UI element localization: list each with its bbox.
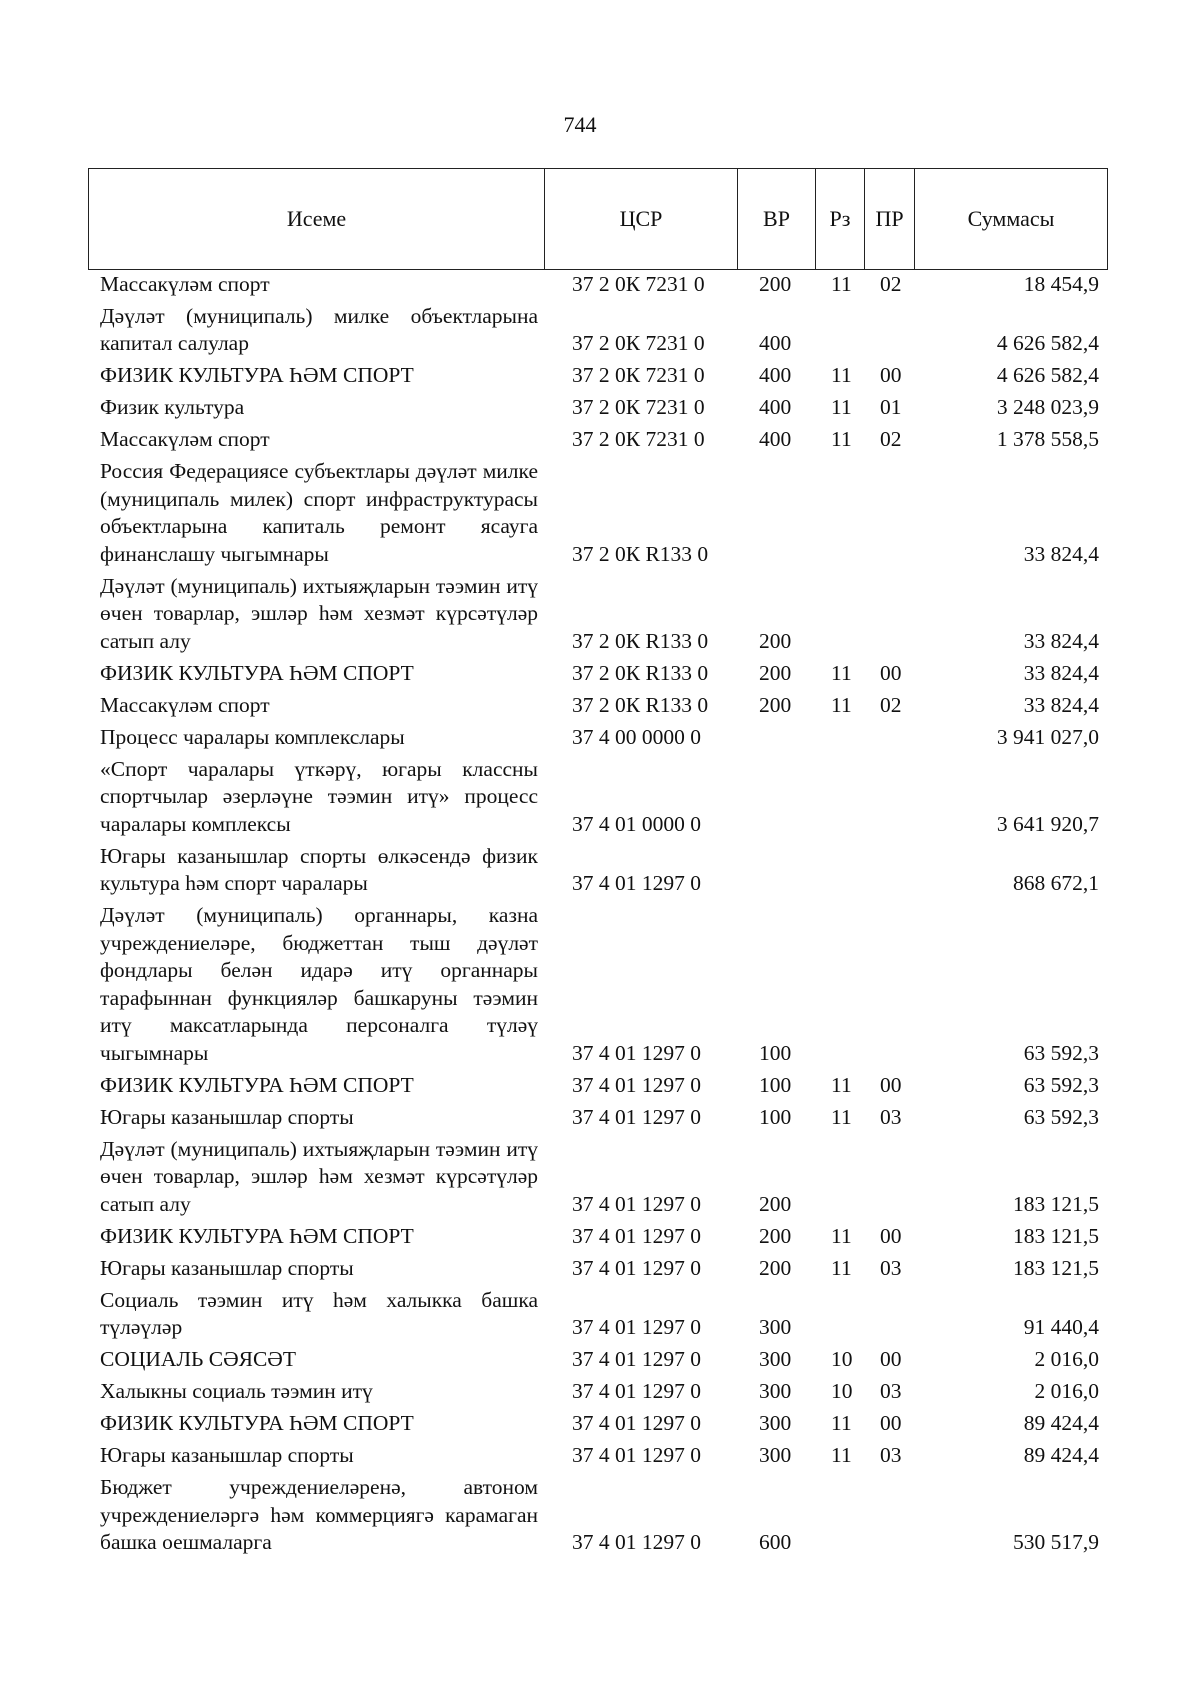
row-csr: 37 4 01 1297 0 [572, 1255, 701, 1280]
row-rz [815, 456, 864, 571]
row-sum: 868 672,1 [1013, 871, 1099, 895]
row-vr: 300 [759, 1379, 792, 1403]
row-vr [737, 456, 815, 571]
table-row [88, 1101, 1107, 1133]
table-row [88, 1252, 1107, 1284]
row-name: Массакүләм спорт [100, 427, 270, 451]
row-rz: 11 [831, 1411, 852, 1435]
row-sum: 33 824,4 [1023, 692, 1099, 717]
row-pr: 02 [880, 271, 902, 296]
table-row [88, 268, 1107, 300]
row-vr: 400 [759, 427, 792, 451]
table-row [88, 570, 1107, 657]
row-pr: 03 [880, 1379, 902, 1403]
table-row [88, 300, 1107, 360]
table-row [88, 1376, 1107, 1408]
table-row [88, 1408, 1107, 1440]
row-rz: 11 [831, 1223, 852, 1248]
row-pr [864, 753, 914, 840]
row-sum: 89 424,4 [1023, 1411, 1099, 1435]
row-pr: 02 [880, 427, 902, 451]
row-name: Массакүләм спорт [100, 271, 270, 296]
row-name: Дәүләт (муниципаль) милке объектларына капитал салулар [100, 303, 538, 355]
row-rz: 11 [831, 395, 852, 419]
row-rz [815, 900, 864, 1070]
row-pr: 03 [880, 1443, 902, 1467]
row-rz [815, 721, 864, 753]
row-vr: 300 [759, 1347, 792, 1371]
row-vr: 200 [759, 271, 792, 296]
table-row [88, 1472, 1107, 1559]
row-name: Дәүләт (муниципаль) ихтыяҗларын тәэмин итү өчен товарлар, эшләр һәм хезмәт күрсәтүләр сатып алу [100, 573, 538, 653]
row-sum: 3 641 920,7 [996, 811, 1099, 836]
row-vr: 200 [759, 660, 792, 685]
row-sum: 4 626 582,4 [996, 331, 1099, 355]
row-name: ФИЗИК КУЛЬТУРА ҺӘМ СПОРТ [100, 1223, 414, 1248]
row-csr: 37 2 0К R133 0 [572, 628, 709, 653]
row-name: Социаль тәэмин итү һәм халыкка башка түләүләр [100, 1287, 538, 1339]
row-sum: 183 121,5 [1013, 1223, 1099, 1248]
column-header-vr: ВР [738, 169, 816, 270]
row-csr: 37 4 01 1297 0 [572, 1347, 701, 1371]
column-header-sum: Суммасы [915, 169, 1108, 270]
row-pr [864, 570, 914, 657]
row-csr: 37 4 01 1297 0 [572, 1443, 701, 1467]
table-row [88, 1220, 1107, 1252]
table-row [88, 1133, 1107, 1220]
row-sum: 63 592,3 [1023, 1072, 1099, 1097]
row-sum: 1 378 558,5 [996, 427, 1099, 451]
row-pr: 00 [880, 1347, 902, 1371]
page-number: 744 [563, 112, 597, 137]
row-csr: 37 4 01 1297 0 [572, 1530, 701, 1554]
row-csr: 37 2 0К 7231 0 [572, 395, 705, 419]
row-vr: 200 [759, 1191, 792, 1216]
row-pr [864, 1133, 914, 1220]
row-csr: 37 4 00 0000 0 [572, 724, 701, 749]
row-vr: 300 [759, 1315, 792, 1339]
row-pr: 00 [880, 1411, 902, 1435]
row-pr: 03 [880, 1255, 902, 1280]
row-pr [864, 300, 914, 360]
table-row [88, 424, 1107, 456]
row-csr: 37 2 0К R133 0 [572, 660, 709, 685]
row-vr: 200 [759, 628, 792, 653]
row-rz [815, 753, 864, 840]
row-name: Халыкны социаль тәэмин итү [100, 1379, 373, 1403]
column-header-name: Исеме [89, 169, 545, 270]
row-name: Массакүләм спорт [100, 692, 270, 717]
row-sum: 2 016,0 [1034, 1347, 1099, 1371]
row-sum: 4 626 582,4 [996, 363, 1099, 387]
row-rz: 11 [831, 692, 852, 717]
row-rz: 11 [831, 1255, 852, 1280]
table-row [88, 392, 1107, 424]
table-row [88, 840, 1107, 900]
row-pr [864, 456, 914, 571]
table-row [88, 753, 1107, 840]
row-rz: 11 [831, 363, 852, 387]
column-header-pr: ПР [865, 169, 915, 270]
row-pr: 00 [880, 1072, 902, 1097]
row-csr: 37 2 0К 7231 0 [572, 427, 705, 451]
row-sum: 33 824,4 [1023, 541, 1099, 566]
row-pr: 00 [880, 1223, 902, 1248]
row-vr: 100 [759, 1072, 792, 1097]
row-pr [864, 840, 914, 900]
table-row [88, 657, 1107, 689]
row-pr: 03 [880, 1104, 902, 1129]
row-sum: 3 248 023,9 [996, 395, 1099, 419]
table-row [88, 900, 1107, 1070]
row-pr: 00 [880, 660, 902, 685]
column-header-rz: Рз [816, 169, 865, 270]
row-name: ФИЗИК КУЛЬТУРА ҺӘМ СПОРТ [100, 363, 414, 387]
row-vr: 300 [759, 1411, 792, 1435]
row-rz: 11 [831, 427, 852, 451]
row-vr: 200 [759, 692, 792, 717]
row-csr: 37 2 0К R133 0 [572, 692, 709, 717]
row-sum: 63 592,3 [1023, 1040, 1099, 1065]
budget-table [88, 268, 1107, 1559]
row-csr: 37 4 01 1297 0 [572, 1223, 701, 1248]
row-name: ФИЗИК КУЛЬТУРА ҺӘМ СПОРТ [100, 660, 414, 685]
row-csr: 37 4 01 1297 0 [572, 1315, 701, 1339]
row-vr: 300 [759, 1443, 792, 1467]
row-sum: 183 121,5 [1013, 1191, 1099, 1216]
row-rz [815, 1284, 864, 1344]
row-sum: 18 454,9 [1023, 271, 1099, 296]
row-name: Дәүләт (муниципаль) ихтыяҗларын тәэмин итү өчен товарлар, эшләр һәм хезмәт күрсәтүләр сатып алу [100, 1136, 538, 1216]
row-sum: 89 424,4 [1023, 1443, 1099, 1467]
row-rz: 10 [831, 1347, 853, 1371]
row-rz [815, 570, 864, 657]
row-rz [815, 840, 864, 900]
row-csr: 37 4 01 1297 0 [572, 1072, 701, 1097]
table-row [88, 689, 1107, 721]
row-pr: 00 [880, 363, 902, 387]
row-name: Югары казанышлар спорты [100, 1443, 354, 1467]
row-pr [864, 900, 914, 1070]
row-name: «Спорт чаралары үткәрү, югары классны спортчылар әзерләүне тәэмин итү» процесс чаралары комплексы [100, 756, 538, 836]
row-csr: 37 2 0К 7231 0 [572, 271, 705, 296]
table-row [88, 360, 1107, 392]
row-name: Югары казанышлар спорты [100, 1104, 354, 1129]
row-name: Физик культура [100, 395, 245, 419]
row-name: Югары казанышлар спорты [100, 1255, 354, 1280]
row-pr: 01 [880, 395, 902, 419]
row-vr [737, 753, 815, 840]
column-header-csr: ЦСР [545, 169, 738, 270]
row-name: Югары казанышлар спорты өлкәсендә физик культура һәм спорт чаралары [100, 843, 538, 895]
row-rz: 11 [831, 660, 852, 685]
row-vr: 200 [759, 1223, 792, 1248]
row-pr [864, 1284, 914, 1344]
table-row [88, 721, 1107, 753]
row-csr: 37 4 01 1297 0 [572, 1104, 701, 1129]
table-row [88, 1344, 1107, 1376]
row-csr: 37 4 01 1297 0 [572, 1191, 701, 1216]
row-rz: 11 [831, 1104, 852, 1129]
row-csr: 37 2 0К 7231 0 [572, 331, 705, 355]
row-csr: 37 4 01 1297 0 [572, 1379, 701, 1403]
row-vr: 600 [759, 1530, 792, 1554]
row-sum: 91 440,4 [1023, 1315, 1099, 1339]
row-vr: 100 [759, 1040, 792, 1065]
row-sum: 530 517,9 [1013, 1530, 1099, 1554]
table-row [88, 456, 1107, 571]
table-row [88, 1284, 1107, 1344]
row-rz [815, 300, 864, 360]
row-name: Дәүләт (муниципаль) органнары, казна учреждениеләре, бюджеттан тыш дәүләт фондлары белән идарә итү органнары тарафыннан функцияләр башкаруны тәэмин итү максатларында персоналга түләү чыгымнары [100, 903, 538, 1065]
row-name: ФИЗИК КУЛЬТУРА ҺӘМ СПОРТ [100, 1072, 414, 1097]
row-pr [864, 721, 914, 753]
row-rz: 11 [831, 1072, 852, 1097]
row-vr: 400 [759, 363, 792, 387]
row-rz [815, 1133, 864, 1220]
row-rz: 11 [831, 1443, 852, 1467]
row-sum: 3 941 027,0 [996, 724, 1099, 749]
row-sum: 2 016,0 [1034, 1379, 1099, 1403]
row-sum: 33 824,4 [1023, 660, 1099, 685]
row-csr: 37 2 0К 7231 0 [572, 363, 705, 387]
table-header [88, 168, 1108, 270]
table-row [88, 1440, 1107, 1472]
row-vr: 400 [759, 395, 792, 419]
row-vr [737, 721, 815, 753]
row-pr: 02 [880, 692, 902, 717]
row-csr: 37 4 01 1297 0 [572, 1411, 701, 1435]
row-name: Россия Федерациясе субъектлары дәүләт милке (муниципаль милек) спорт инфраструктурасы объектларына капиталь ремонт ясауга финанслашу чыгымнары [100, 459, 538, 566]
row-name: СОЦИАЛЬ СӘЯСӘТ [100, 1347, 296, 1371]
row-csr: 37 4 01 0000 0 [572, 811, 701, 836]
row-sum: 33 824,4 [1023, 628, 1099, 653]
row-pr [864, 1472, 914, 1559]
row-vr: 400 [759, 331, 792, 355]
row-name: ФИЗИК КУЛЬТУРА ҺӘМ СПОРТ [100, 1411, 414, 1435]
row-name: Процесс чаралары комплекслары [100, 724, 405, 749]
row-vr [737, 840, 815, 900]
row-vr: 100 [759, 1104, 792, 1129]
table-row [88, 1069, 1107, 1101]
row-csr: 37 4 01 1297 0 [572, 1040, 701, 1065]
row-vr: 200 [759, 1255, 792, 1280]
row-rz: 10 [831, 1379, 853, 1403]
row-rz [815, 1472, 864, 1559]
row-csr: 37 2 0К R133 0 [572, 541, 709, 566]
row-name: Бюджет учреждениеләренә, автоном учреждениеләргә һәм коммерциягә карамаган башка оешмаларга [100, 1475, 538, 1554]
row-csr: 37 4 01 1297 0 [572, 871, 701, 895]
row-sum: 183 121,5 [1013, 1255, 1099, 1280]
row-rz: 11 [831, 271, 852, 296]
row-sum: 63 592,3 [1023, 1104, 1099, 1129]
